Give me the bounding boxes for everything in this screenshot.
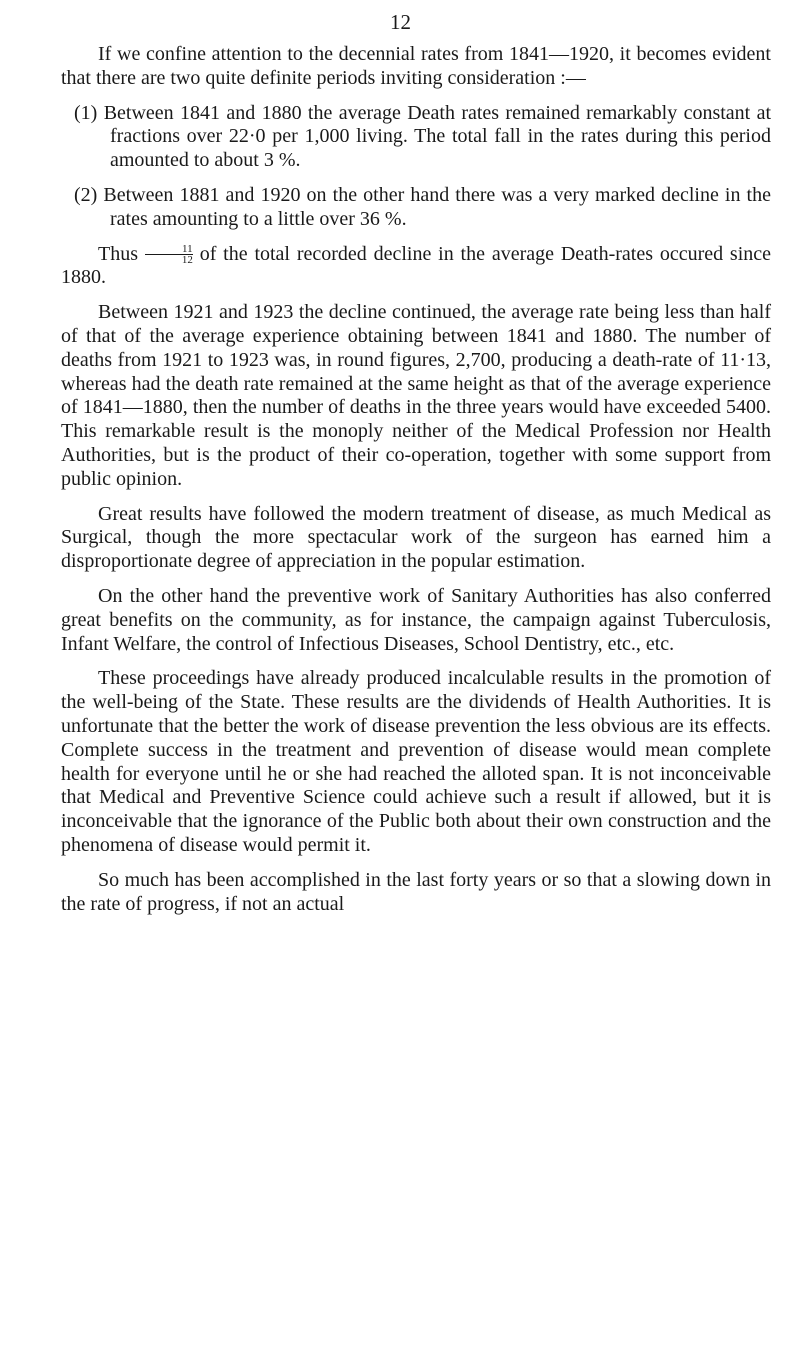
paragraph-1923: Between 1921 and 1923 the decline continued, the average rate being less than half of that of the average experience obtaining between 1841 and 1880. The number of deaths from 1921 to 1923 was, in round figures, 2,700, producing a death-rate of 11·13, whereas had the death rate remained at the same height as that of the average experience of 1841—1880, then the number of deaths in the three years would have exceeded 5400. This remarkable result is the monoply neither of the Medical Profession nor Health Authorities, but is the product of their co-operation, together with some support from public opinion.: [61, 301, 771, 490]
list-marker-1: (1): [74, 101, 98, 124]
list-marker-2: (2): [74, 183, 98, 206]
fraction-denominator: 12: [145, 254, 193, 265]
thus-lead: Thus: [98, 242, 138, 265]
text-column: [61, 43, 771, 916]
list-item-2: [61, 184, 771, 232]
list-text-2: Between 1881 and 1920 on the other hand there was a very marked decline in the rates amounting to a little over 36 %.: [103, 183, 771, 230]
thus-paragraph: [61, 243, 771, 291]
page-number: 12: [390, 10, 411, 34]
paragraph-great-results: Great results have followed the modern treatment of disease, as much Medical as Surgical, though the more spectacular work of the surgeon has earned him a disproportionate degree of appreciation in the popular estimation.: [61, 502, 771, 573]
thus-rest: of the total recorded decline in the average Death-rates occured since 1880.: [61, 242, 772, 289]
paragraph-preventive-work: On the other hand the preventive work of Sanitary Authorities has also conferred great benefits on the community, as for instance, the campaign against Tuberculosis, Infant Welfare, the control of Infectious Diseases, School Dentistry, etc., etc.: [61, 584, 771, 655]
intro-paragraph: If we confine attention to the decennial rates from 1841—1920, it becomes evident that there are two quite definite periods inviting consideration :—: [61, 43, 771, 89]
list-item-1: [61, 102, 771, 173]
paragraph-forty-years: So much has been accomplished in the last forty years or so that a slowing down in the rate of progress, if not an actual: [61, 868, 771, 915]
paragraph-proceedings: These proceedings have already produced incalculable results in the promotion of the well-being of the State. These results are the dividends of Health Authorities. It is unfortunate that the better the work of disease prevention the less obvious are its effects. Complete success in the treatment and prevention of disease would mean complete health for everyone until he or she had reached the alloted span. It is not inconceivable that Medical and Preventive Science could achieve such a result if allowed, but it is inconceivable that the ignorance of the Public both about their own construction and the phenomena of disease would permit it.: [61, 667, 771, 856]
list-text-1: Between 1841 and 1880 the average Death rates remained remarkably constant at fractions over 22·0 per 1,000 living. The total fall in the rates during this period amounted to about 3 %.: [103, 101, 772, 172]
fraction-numerator: 11: [182, 243, 193, 256]
fraction: [145, 244, 193, 265]
